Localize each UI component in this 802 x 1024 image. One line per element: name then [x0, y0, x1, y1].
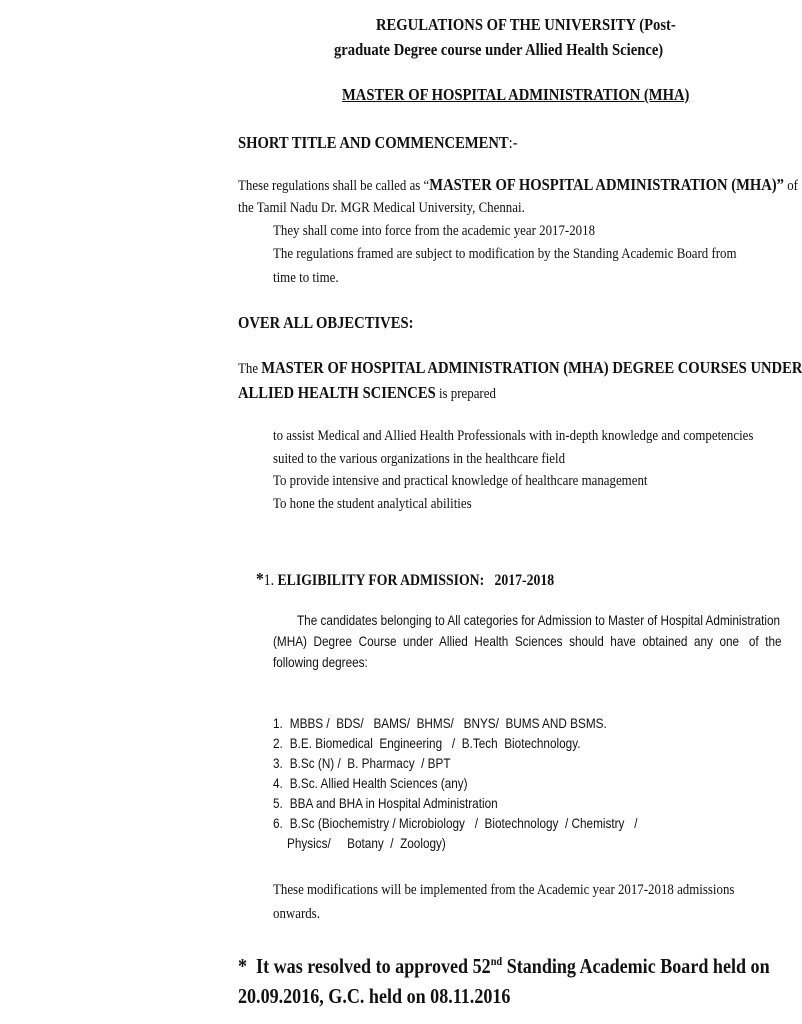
resolution-line1: [238, 954, 770, 979]
objective-item: to assist Medical and Allied Health Professionals with in-depth knowledge and competencies: [273, 428, 754, 444]
short-title-para1-line2: the Tamil Nadu Dr. MGR Medical University, Chennai.: [238, 200, 525, 216]
degree-item: 2. B.E. Biomedical Engineering / B.Tech Biotechnology.: [273, 735, 581, 751]
degree-item: 3. B.Sc (N) / B. Pharmacy / BPT: [273, 755, 451, 771]
intro-post: is prepared: [435, 386, 496, 402]
p1-pre: These regulations shall be called as “: [238, 178, 430, 194]
eligibility-heading-text: ELIGIBILITY FOR ADMISSION:: [277, 572, 485, 589]
degree-list: [273, 713, 637, 833]
degree-item: 4. B.Sc. Allied Health Sciences (any): [273, 775, 468, 791]
intro-bold2: ALLIED HEALTH SCIENCES: [238, 383, 436, 402]
short-title-para2: They shall come into force from the academic year 2017-2018: [273, 223, 596, 239]
modification-line2: onwards.: [273, 906, 320, 922]
p1-bold: MASTER OF HOSPITAL ADMINISTRATION (MHA)”: [429, 175, 784, 194]
intro-bold1: MASTER OF HOSPITAL ADMINISTRATION (MHA) DEGREE COURSES UNDER: [261, 358, 802, 377]
eligibility-para-line2: (MHA) Degree Course under Allied Health Sciences should have obtained any one of the: [273, 633, 782, 649]
objective-item: To provide intensive and practical knowledge of healthcare management: [273, 473, 648, 489]
degree-item: 1. MBBS / BDS/ BAMS/ BHMS/ BNYS/ BUMS AND BSMS.: [273, 715, 607, 731]
eligibility-heading: [256, 569, 554, 590]
eligibility-marker: *: [256, 569, 264, 589]
degree-item: 6. B.Sc (Biochemistry / Microbiology / Biotechnology / Chemistry /: [273, 815, 638, 831]
eligibility-number: 1.: [263, 572, 275, 589]
course-title: MASTER OF HOSPITAL ADMINISTRATION (MHA): [342, 85, 690, 104]
short-title-heading-text: SHORT TITLE AND COMMENCEMENT: [238, 133, 509, 152]
short-title-heading: [238, 133, 518, 153]
eligibility-year: 2017-2018: [494, 572, 555, 589]
header-line2: graduate Degree course under Allied Health Science): [334, 40, 664, 59]
objectives-heading: OVER ALL OBJECTIVES:: [238, 313, 414, 332]
resolution-post: Standing Academic Board held on: [502, 954, 770, 978]
eligibility-para-line3: following degrees:: [273, 654, 368, 670]
objectives-intro-line2: [238, 383, 496, 403]
resolution-sup: nd: [490, 954, 503, 968]
objectives-intro-line1: [238, 358, 802, 378]
eligibility-para-line1: The candidates belonging to All categories for Admission to Master of Hospital Administration: [297, 612, 781, 628]
resolution-line2: 20.09.2016, G.C. held on 08.11.2016: [238, 984, 511, 1008]
short-title-para1: [238, 175, 798, 195]
p1-post: of: [783, 178, 798, 194]
modification-line1: These modifications will be implemented from the Academic year 2017-2018 admissions: [273, 882, 735, 898]
objective-item: suited to the various organizations in the healthcare field: [273, 451, 566, 467]
short-title-para3-line1: The regulations framed are subject to modification by the Standing Academic Board from: [273, 246, 737, 262]
short-title-heading-suffix: :-: [508, 133, 518, 152]
header-line1: REGULATIONS OF THE UNIVERSITY (Post-: [376, 15, 676, 34]
intro-pre: The: [238, 361, 262, 377]
degree-item: 5. BBA and BHA in Hospital Administration: [273, 795, 498, 811]
degree-6-continued: Physics/ Botany / Zoology): [287, 835, 446, 851]
resolution-pre: * It was resolved to approved 52: [238, 954, 491, 978]
objective-item: To hone the student analytical abilities: [273, 496, 472, 512]
short-title-para3-line2: time to time.: [273, 270, 339, 286]
